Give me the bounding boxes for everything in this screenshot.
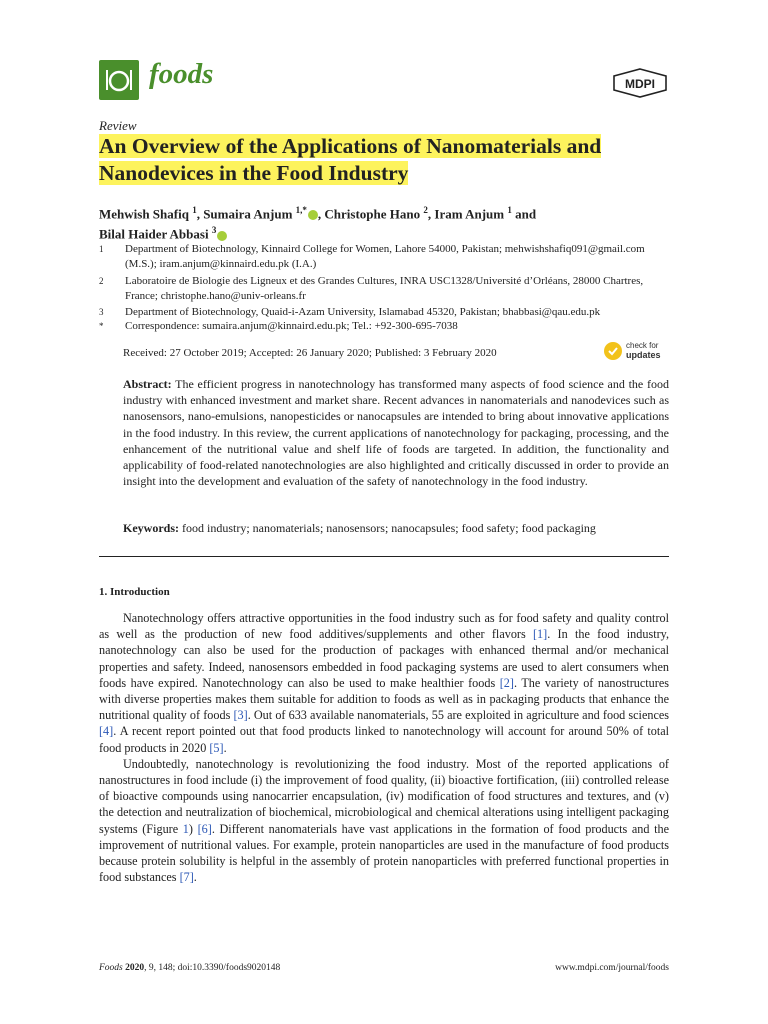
footer-url-link[interactable]: www.mdpi.com/journal/foods bbox=[555, 963, 669, 973]
article-title-text: An Overview of the Applications of Nanomaterials and Nanodevices in the Food Industry bbox=[99, 134, 602, 185]
author-name[interactable]: Iram Anjum bbox=[434, 206, 505, 222]
check-for-updates-button[interactable] bbox=[603, 339, 671, 363]
svg-text:check for: check for bbox=[626, 341, 659, 350]
svg-text:MDPI: MDPI bbox=[625, 77, 655, 91]
footer-citation: Foods 2020, 9, 148; doi:10.3390/foods9020148 bbox=[99, 963, 281, 973]
divider bbox=[99, 556, 669, 557]
author-name[interactable]: Mehwish Shafiq bbox=[99, 206, 189, 222]
orcid-icon[interactable] bbox=[217, 231, 227, 241]
keywords-label: Keywords: bbox=[123, 521, 179, 535]
author-name[interactable]: Bilal Haider Abbasi bbox=[99, 226, 209, 242]
citation-link[interactable]: [3] bbox=[233, 708, 248, 723]
abstract-label: Abstract: bbox=[123, 377, 172, 391]
journal-logo-icon bbox=[99, 60, 139, 100]
section-heading: 1. Introduction bbox=[99, 586, 170, 598]
abstract-text: The efficient progress in nanotechnology has transformed many aspects of food science and the food industry with enhanced investment and market share. Recent advances in nanomaterials and nanodevices such as nanosensors, nano-emulsions, nanopesticides or nanocapsules are intended to bring about innovative applications in the food industry. In this review, the current applications of nanotechnology for packaging, processing, and the enhancement of the nutritional value and shelf life of foods are targeted. In addition, the functionality and applicability of food-related nanotechnologies are also highlighted and critically discussed in order to provide an insight into the development and evaluation of the safety of nanotechnology in the food industry. bbox=[123, 377, 669, 489]
citation-link[interactable]: [4] bbox=[99, 724, 114, 739]
citation-link[interactable]: [1] bbox=[533, 627, 548, 642]
paragraph: Undoubtedly, nanotechnology is revolutionizing the food industry. Most of the reported applications of nanostructures in food include (i) the improvement of food quality, (ii) bioactive fortification, (iii) controlled release of bioactive compounds using nanocarrier encapsulation, (iv) modification of food structures and textures, and (v) the detection and neutralization of biochemical, microbiological and chemical alterations using intelligent packaging systems (Figure 1) [6]. Different nanomaterials have vast applications in the formation of food products and the improvement of nutritional values. For example, protein nanoparticles are used in the manufacture of food products because protein solubility is helpful in the assembly of protein nanoparticles with preferred functional properties in food substances [7]. bbox=[99, 756, 669, 885]
citation-link[interactable]: [2] bbox=[499, 675, 514, 690]
intro-body bbox=[99, 610, 669, 885]
figure-link[interactable]: 1 bbox=[182, 821, 189, 836]
keywords bbox=[123, 521, 669, 536]
keywords-text: food industry; nanomaterials; nanosensors; nanocapsules; food safety; food packaging bbox=[182, 521, 596, 535]
author-name[interactable]: Sumaira Anjum bbox=[203, 206, 293, 222]
author-list: Mehwish Shafiq $^1$, Sumaira Anjum $^{1,*}$ , Christophe Hano $^2$, Iram Anjum $^1$ and Bilal Haider Abbasi $^3$ bbox=[99, 205, 537, 242]
abstract bbox=[123, 376, 669, 489]
publication-dates: Received: 27 October 2019; Accepted: 26 January 2020; Published: 3 February 2020 bbox=[123, 347, 497, 359]
article-type: Review bbox=[99, 118, 137, 133]
mdpi-logo bbox=[611, 68, 669, 98]
citation-link[interactable]: [5] bbox=[209, 740, 224, 755]
citation-link[interactable]: [7] bbox=[179, 870, 194, 885]
journal-name: foods bbox=[149, 58, 214, 90]
article-title bbox=[99, 133, 659, 187]
orcid-icon[interactable] bbox=[308, 210, 318, 220]
citation-link[interactable]: [6] bbox=[197, 821, 212, 836]
svg-text:updates: updates bbox=[626, 350, 661, 360]
paragraph: Nanotechnology offers attractive opportunities in the food industry such as for food safety and quality control as well as the production of new food additives/supplements and other flavors [1]. In the food industry, nanotechnology can also be used for the production of packages with enhanced thermal and/or mechanical properties and safety. Indeed, nanosensors embedded in food packaging systems are used to alert consumers when foods have expired. Nanotechnology can also be used to make healthier foods [2]. The variety of nanostructures with diverse properties makes them suitable for addition to foods as well as in packaging products that enhance the nutritional quality of foods [3]. Out of 633 available nanomaterials, 55 are exploited in agriculture and food sciences [4]. A recent report pointed out that food products linked to nanotechnology will account for around 50% of total food products in 2020 [5]. bbox=[99, 611, 670, 755]
author-name[interactable]: Christophe Hano bbox=[324, 206, 421, 222]
